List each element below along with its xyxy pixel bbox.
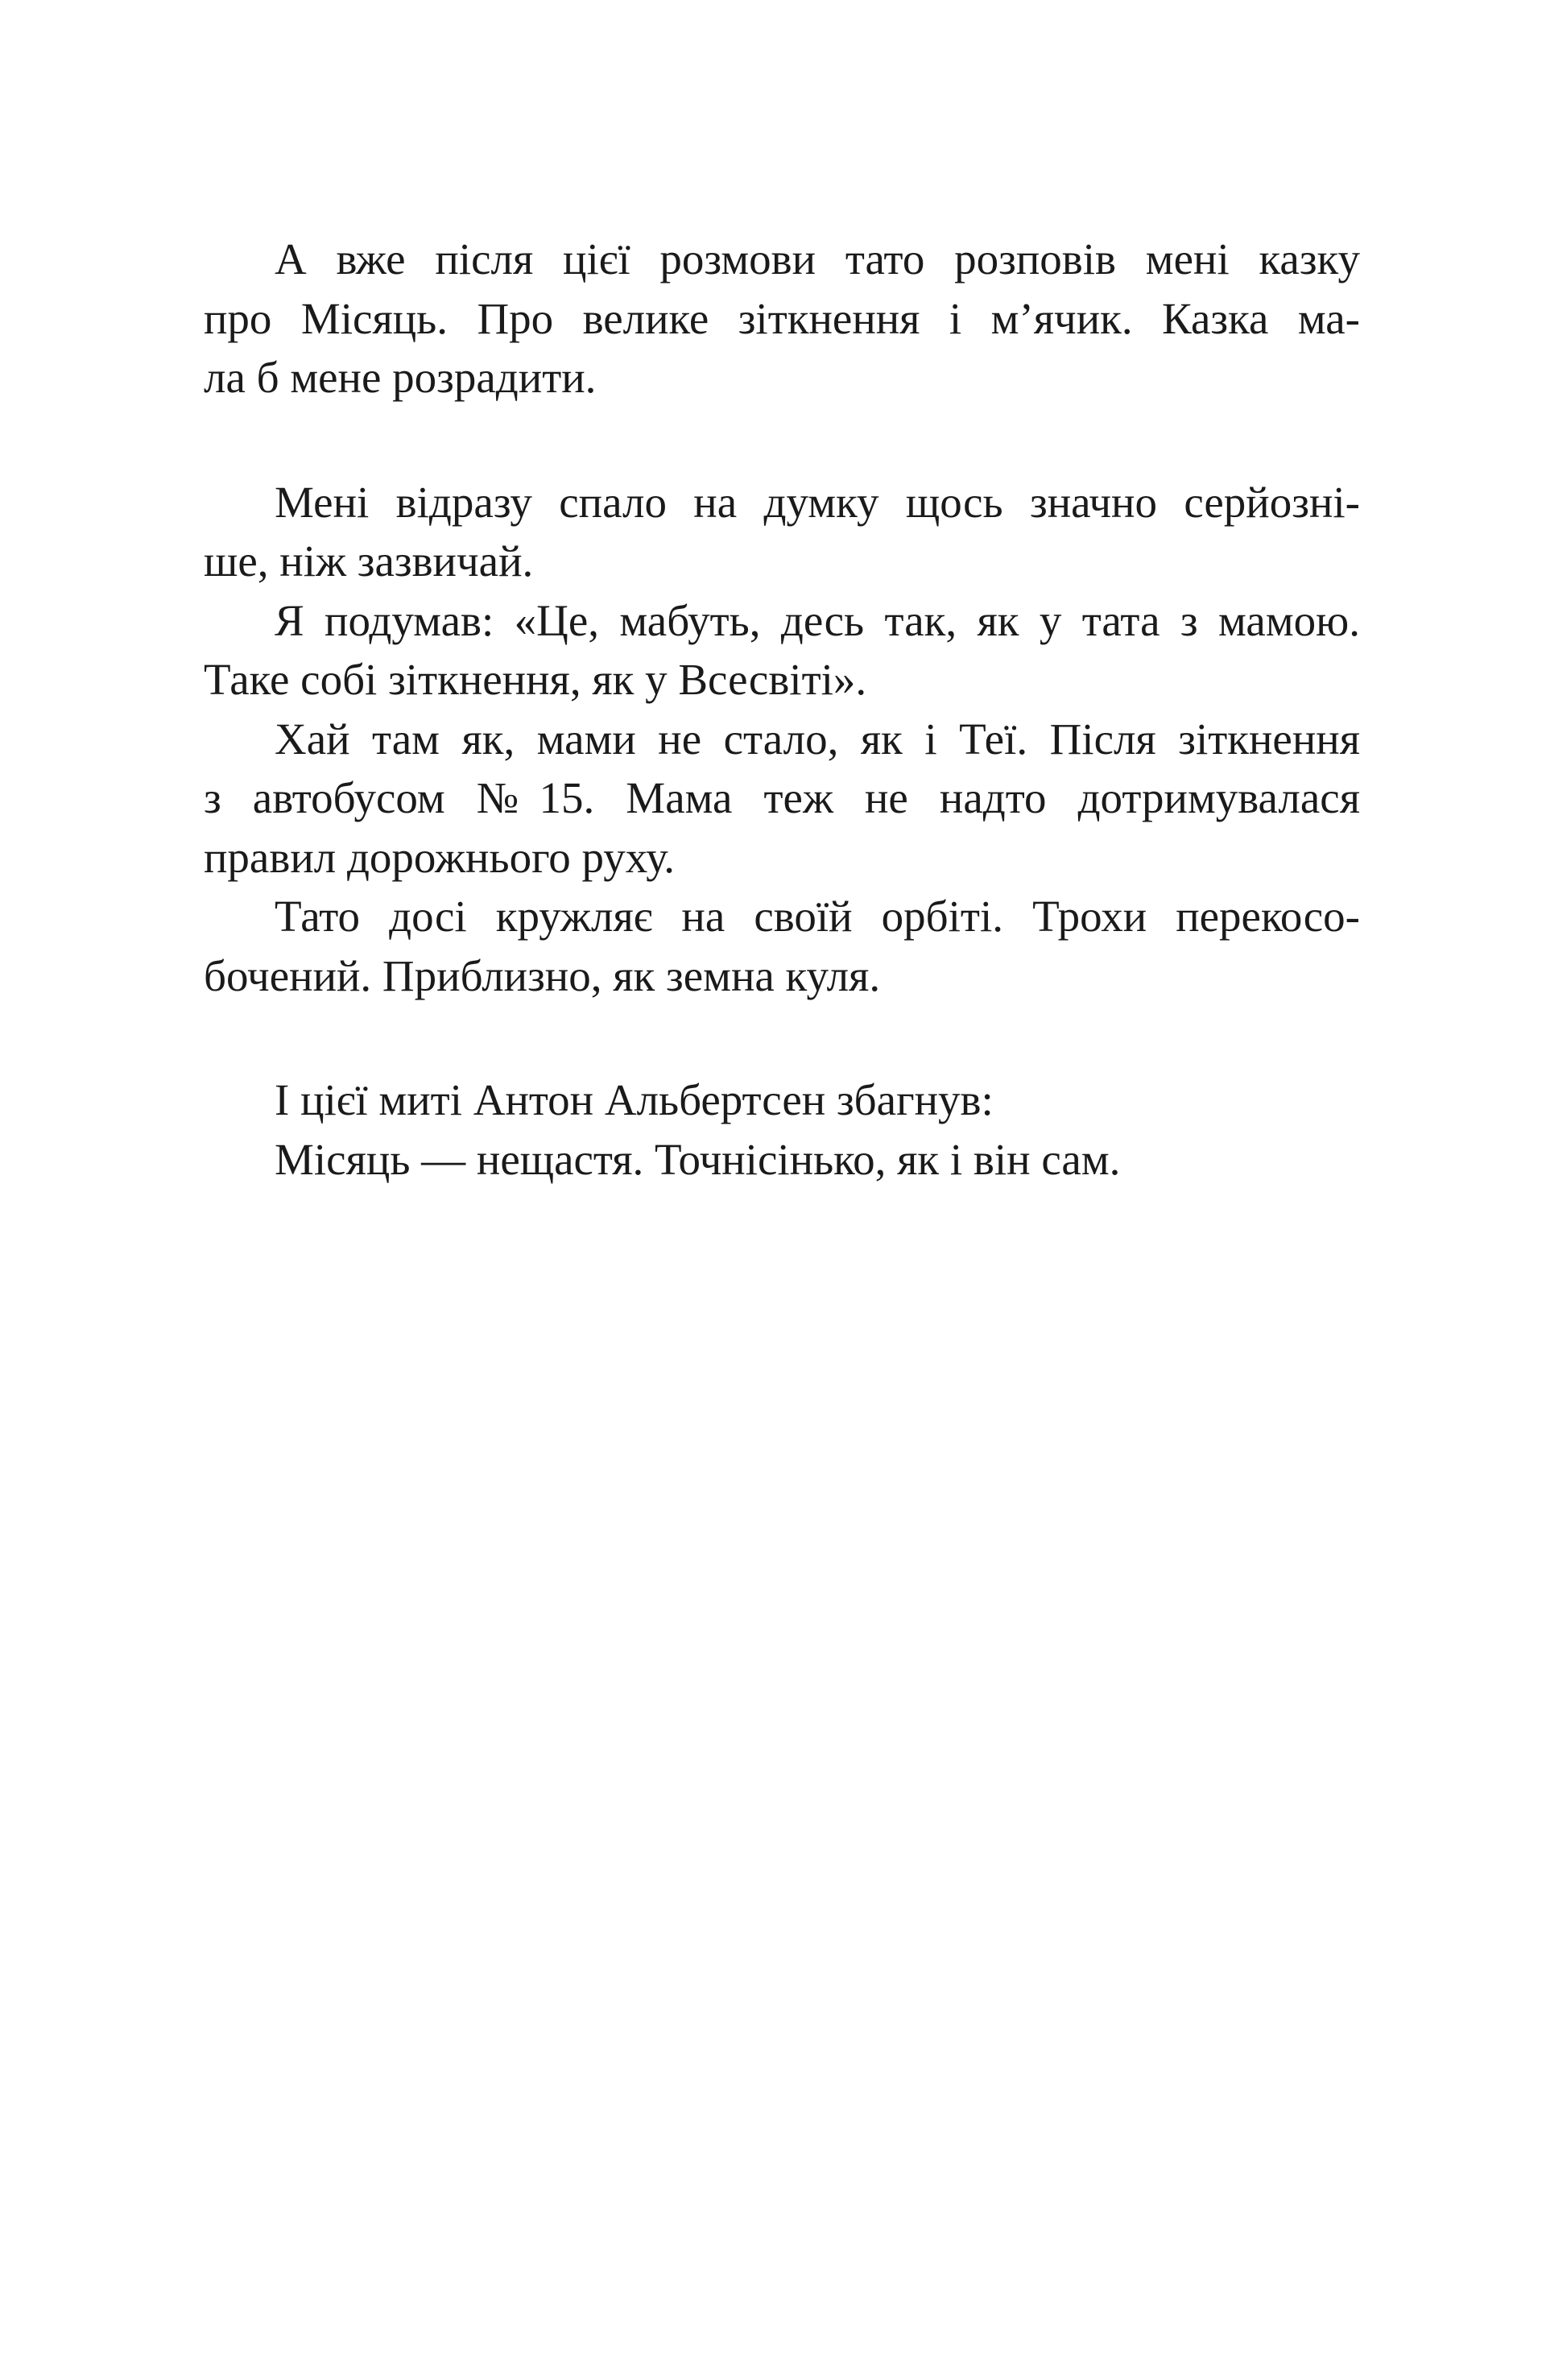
section-break bbox=[204, 1005, 1360, 1070]
text-line: Мені відразу спало на думку щось значно серйозні- bbox=[275, 477, 1360, 527]
text-line: правил дорожнього руху. bbox=[204, 832, 675, 882]
text-line: ше, ніж зазвичай. bbox=[204, 536, 534, 586]
paragraph-conclusion bbox=[204, 1070, 1360, 1189]
text-line: Місяць — нещастя. Точнісінько, як і він сам. bbox=[275, 1134, 1121, 1184]
paragraph-story bbox=[204, 230, 1360, 408]
text-line: бочений. Приблизно, як земна куля. bbox=[204, 950, 881, 1000]
text-line: Таке собі зіткнення, як у Всесвіті». bbox=[204, 655, 867, 704]
text-line: І цієї миті Антон Альбертсен збагнув: bbox=[275, 1075, 994, 1124]
text-line: Хай там як, мами не стало, як і Теї. Після зіткнення bbox=[275, 714, 1360, 764]
text-line: А вже після цієї розмови тато розповів мені казку bbox=[275, 234, 1360, 284]
paragraph-thoughts bbox=[204, 473, 1360, 1006]
text-line: Я подумав: «Це, мабуть, десь так, як у тата з мамою. bbox=[275, 595, 1360, 645]
text-line: Тато досі кружляє на своїй орбіті. Трохи перекосо- bbox=[275, 892, 1360, 941]
text-line: про Місяць. Про велике зіткнення і м’ячик. Казка ма- bbox=[204, 293, 1360, 343]
section-break bbox=[204, 408, 1360, 473]
text-line: ла б мене розрадити. bbox=[204, 353, 597, 402]
book-page bbox=[204, 230, 1360, 1189]
text-line: з автобусом №15. Мама теж не надто дотримувалася bbox=[204, 773, 1360, 822]
